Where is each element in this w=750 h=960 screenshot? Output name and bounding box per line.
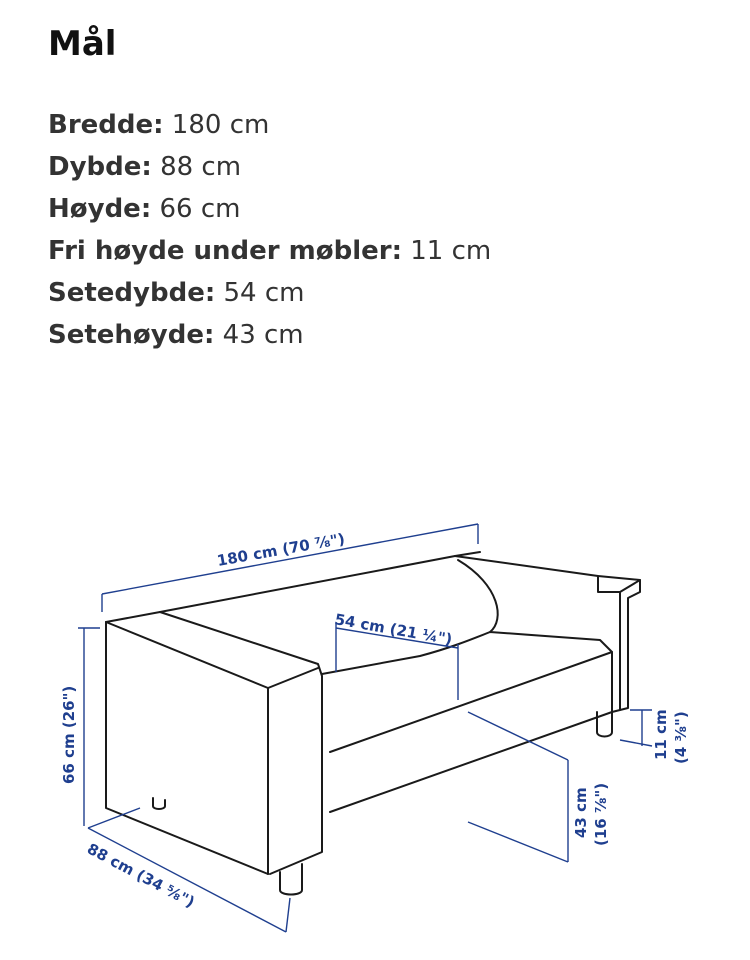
spec-value: 11 cm (410, 236, 492, 266)
spec-label: Dybde: (48, 152, 152, 182)
seat-depth-dimension-label: 54 cm (21 ¼") (333, 610, 454, 649)
spec-label: Setehøyde: (48, 320, 215, 350)
spec-label: Setedybde: (48, 278, 216, 308)
spec-label: Høyde: (48, 194, 152, 224)
clearance-dimension-label: 11 cm (652, 709, 670, 760)
page-title: Mål (48, 24, 117, 60)
width-dimension-label: 180 cm (70 ⅞") (215, 529, 347, 570)
spec-row-width (48, 104, 491, 146)
spec-row-height (48, 188, 491, 230)
seat-height-inch-label: (16 ⅞") (592, 782, 610, 846)
dimension-list (48, 104, 491, 356)
sofa-dimension-diagram (0, 500, 750, 960)
spec-value: 180 cm (171, 110, 270, 140)
seat-height-dimension-label: 43 cm (572, 787, 590, 838)
height-dimension-label: 66 cm (26") (60, 685, 78, 784)
spec-value: 66 cm (159, 194, 241, 224)
spec-row-depth (48, 146, 491, 188)
spec-value: 54 cm (223, 278, 305, 308)
spec-value: 88 cm (160, 152, 242, 182)
spec-value: 43 cm (222, 320, 304, 350)
spec-label: Bredde: (48, 110, 164, 140)
spec-row-clearance (48, 230, 491, 272)
depth-dimension-label: 88 cm (34 ⅝") (84, 839, 198, 912)
spec-row-seat-height (48, 314, 491, 356)
spec-label: Fri høyde under møbler: (48, 236, 402, 266)
spec-row-seat-depth (48, 272, 491, 314)
sofa-outline (106, 552, 640, 895)
clearance-inch-label: (4 ⅜") (672, 711, 690, 764)
